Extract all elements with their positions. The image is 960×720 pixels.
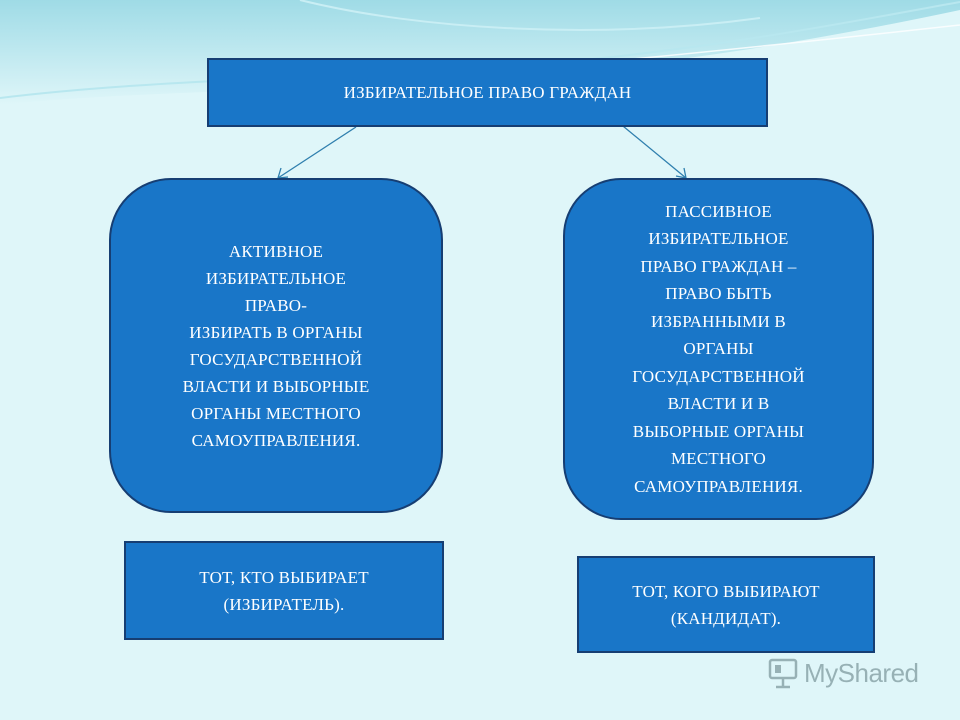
candidate-box bbox=[577, 556, 875, 653]
candidate-text: ТОТ, КОГО ВЫБИРАЮТ (КАНДИДАТ). bbox=[632, 581, 820, 628]
passive-right-text: ПАССИВНОЕ ИЗБИРАТЕЛЬНОЕ ПРАВО ГРАЖДАН – ПРАВО БЫТЬ ИЗБРАННЫМИ В ОРГАНЫ ГОСУДАРСТВЕННОЙ ВЛАСТИ И В ВЫБОРНЫЕ ОРГАНЫ МЕСТНОГО САМОУПРАВЛЕНИЯ. bbox=[632, 201, 805, 496]
active-right-text: АКТИВНОЕ ИЗБИРАТЕЛЬНОЕ ПРАВО- ИЗБИРАТЬ В ОРГАНЫ ГОСУДАРСТВЕННОЙ ВЛАСТИ И ВЫБОРНЫЕ ОРГАНЫ МЕСТНОГО САМОУПРАВЛЕНИЯ. bbox=[182, 241, 370, 450]
title-box bbox=[207, 58, 768, 127]
arrow-to-active bbox=[278, 127, 356, 178]
voter-text: ТОТ, КТО ВЫБИРАЕТ (ИЗБИРАТЕЛЬ). bbox=[199, 567, 369, 614]
watermark bbox=[766, 656, 919, 690]
watermark-text: MyShared bbox=[804, 657, 919, 688]
active-right-box bbox=[109, 178, 443, 513]
presentation-board-icon bbox=[766, 656, 800, 690]
voter-box bbox=[124, 541, 444, 640]
title-text: ИЗБИРАТЕЛЬНОЕ ПРАВО ГРАЖДАН bbox=[343, 83, 632, 102]
passive-right-box bbox=[563, 178, 874, 520]
